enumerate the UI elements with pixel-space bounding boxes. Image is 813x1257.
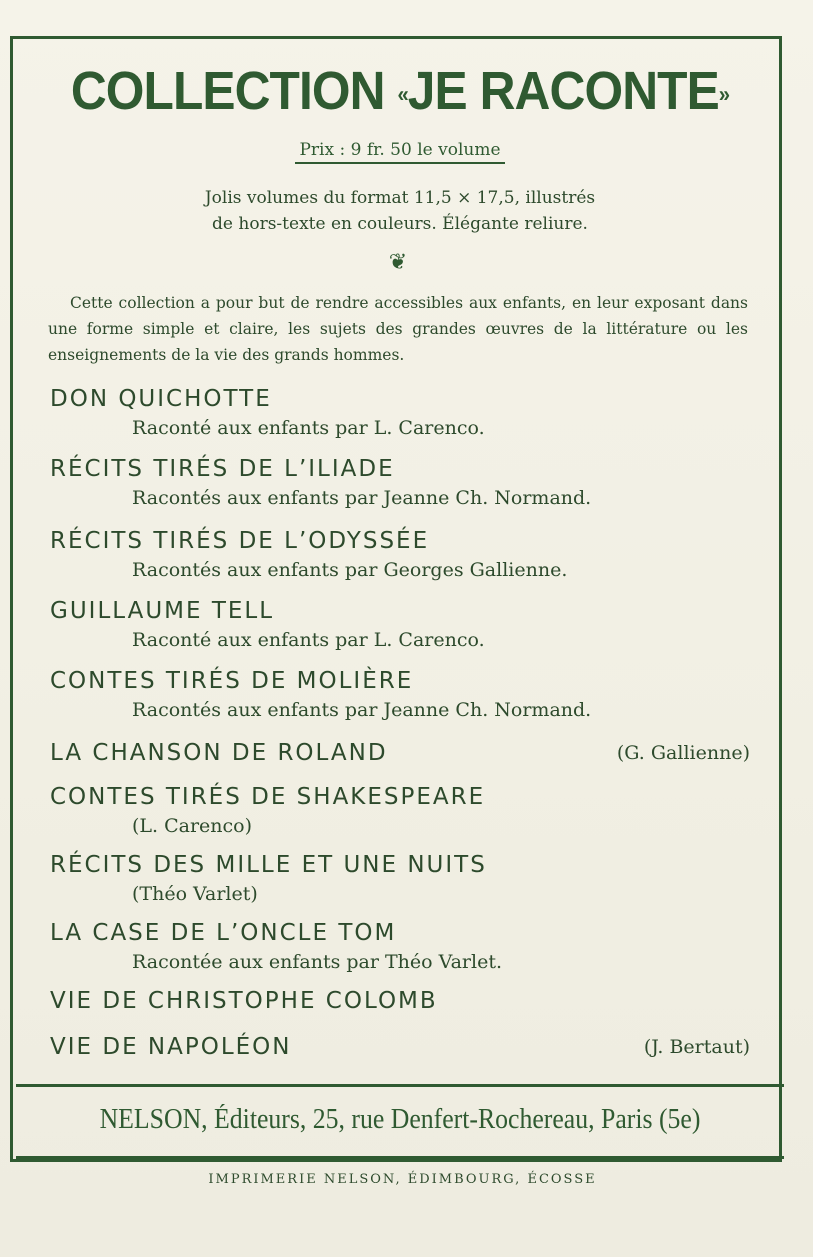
collection-title bbox=[32, 60, 768, 122]
book-subtitle: Raconté aux enfants par L. Carenco. bbox=[132, 417, 485, 439]
book-title: RÉCITS TIRÉS DE L’ILIADE bbox=[50, 456, 395, 482]
book-title: RÉCITS DES MILLE ET UNE NUITS bbox=[50, 852, 487, 878]
book-entry bbox=[50, 738, 750, 768]
book-title: VIE DE NAPOLÉON bbox=[50, 1034, 292, 1060]
book-title: RÉCITS TIRÉS DE L’ODYSSÉE bbox=[50, 528, 430, 554]
book-subtitle: Racontés aux enfants par Georges Gallienne. bbox=[132, 559, 568, 581]
book-subtitle: Racontés aux enfants par Jeanne Ch. Normand. bbox=[132, 699, 592, 721]
book-entry bbox=[50, 918, 750, 976]
printer-line: IMPRIMERIE NELSON, ÉDIMBOURG, ÉCOSSE bbox=[208, 1172, 597, 1187]
book-entry bbox=[50, 384, 750, 442]
book-title: CONTES TIRÉS DE SHAKESPEARE bbox=[50, 784, 486, 810]
book-entry bbox=[50, 454, 750, 512]
publisher-rule-top bbox=[16, 1084, 784, 1087]
book-title: VIE DE CHRISTOPHE COLOMB bbox=[50, 988, 438, 1014]
book-entry bbox=[50, 1032, 750, 1062]
book-subtitle: (Théo Varlet) bbox=[132, 883, 258, 905]
book-entry bbox=[50, 850, 750, 908]
intro-paragraph: Cette collection a pour but de rendre accessibles aux enfants, en leur exposant dans une forme simple et claire, les sujets des grandes œuvres de la littérature ou les enseignements de la vie des grands hommes. bbox=[48, 294, 748, 364]
book-entry bbox=[50, 526, 750, 584]
book-title: GUILLAUME TELL bbox=[50, 598, 275, 624]
book-entry bbox=[50, 782, 750, 840]
title-main: COLLECTION bbox=[70, 61, 385, 121]
price-text: Prix : 9 fr. 50 le volume bbox=[295, 140, 504, 164]
price-line bbox=[0, 140, 800, 164]
quote-open: « bbox=[397, 81, 408, 107]
book-subtitle: (L. Carenco) bbox=[132, 815, 253, 837]
book-subtitle: Racontés aux enfants par Jeanne Ch. Normand. bbox=[132, 487, 592, 509]
book-author: (G. Gallienne) bbox=[616, 742, 750, 764]
description-line-1: Jolis volumes du format 11,5 × 17,5, illustrés bbox=[204, 188, 596, 208]
book-entry bbox=[50, 986, 750, 1016]
book-title: LA CHANSON DE ROLAND bbox=[50, 740, 388, 766]
book-title: LA CASE DE L’ONCLE TOM bbox=[50, 920, 397, 946]
book-entry bbox=[50, 596, 750, 654]
book-author: (J. Bertaut) bbox=[643, 1036, 750, 1058]
fleuron-icon: ❦ bbox=[388, 250, 408, 275]
book-title: DON QUICHOTTE bbox=[50, 386, 272, 412]
publisher-rule-bottom bbox=[16, 1156, 784, 1159]
publisher-line: NELSON, Éditeurs, 25, rue Denfert-Rochereau, Paris (5e) bbox=[99, 1104, 701, 1135]
book-entry bbox=[50, 666, 750, 724]
book-title: CONTES TIRÉS DE MOLIÈRE bbox=[50, 668, 414, 694]
book-subtitle: Raconté aux enfants par L. Carenco. bbox=[132, 629, 485, 651]
title-quoted: JE RACONTE bbox=[407, 61, 719, 121]
book-subtitle: Racontée aux enfants par Théo Varlet. bbox=[132, 951, 502, 973]
format-description bbox=[0, 185, 800, 237]
description-line-2: de hors-texte en couleurs. Élégante reliure. bbox=[212, 214, 588, 234]
quote-close: » bbox=[718, 81, 730, 107]
